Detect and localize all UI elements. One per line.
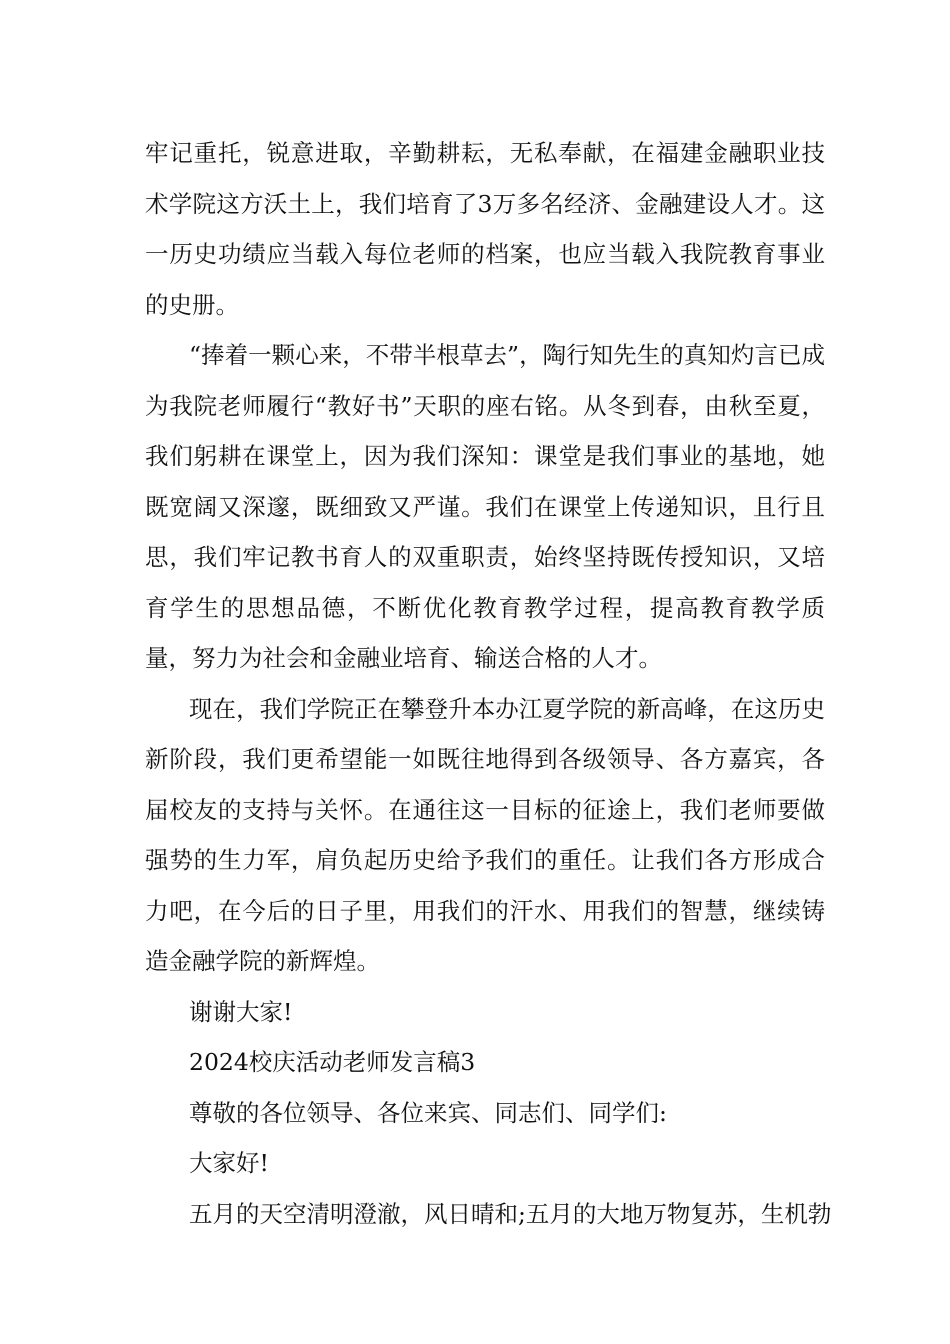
document-body bbox=[145, 128, 832, 1239]
closing-line: 谢谢大家! bbox=[189, 997, 293, 1026]
greeting-line: 大家好! bbox=[189, 1149, 269, 1177]
section-title: 2024校庆活动老师发言稿3 bbox=[189, 1048, 476, 1076]
body-paragraph-4-start: 五月的天空清明澄澈，风日晴和;五月的大地万物复苏，生机勃 bbox=[189, 1199, 832, 1228]
body-paragraph-1: 牢记重托，锐意进取，辛勤耕耘，无私奉献，在福建金融职业技术学院这方沃土上，我们培育了3万多名经济、金融建设人才。这一历史功绩应当载入每位老师的档案，也应当载入我院教育事业的史册。 bbox=[145, 139, 825, 319]
salutation-line: 尊敬的各位领导、各位来宾、同志们、同学们: bbox=[189, 1098, 667, 1127]
body-paragraph-3: 现在，我们学院正在攀登升本办江夏学院的新高峰，在这历史新阶段，我们更希望能一如既往地得到各级领导、各方嘉宾，各届校友的支持与关怀。在通往这一目标的征途上，我们老师要做强势的生力军，肩负起历史给予我们的重任。让我们各方形成合力吧，在今后的日子里，用我们的汗水、用我们的智慧，继续铸造金融学院的新辉煌。 bbox=[145, 694, 825, 975]
body-paragraph-2: “捧着一颗心来，不带半根草去”，陶行知先生的真知灼言已成为我院老师履行“教好书”天职的座右铭。从冬到春，由秋至夏，我们躬耕在课堂上，因为我们深知：课堂是我们事业的基地，她既宽阔又深邃，既细致又严谨。我们在课堂上传递知识，且行且思，我们牢记教书育人的双重职责，始终坚持既传授知识，又培育学生的思想品德，不断优化教育教学过程，提高教育教学质量，努力为社会和金融业培育、输送合格的人才。 bbox=[145, 341, 825, 672]
